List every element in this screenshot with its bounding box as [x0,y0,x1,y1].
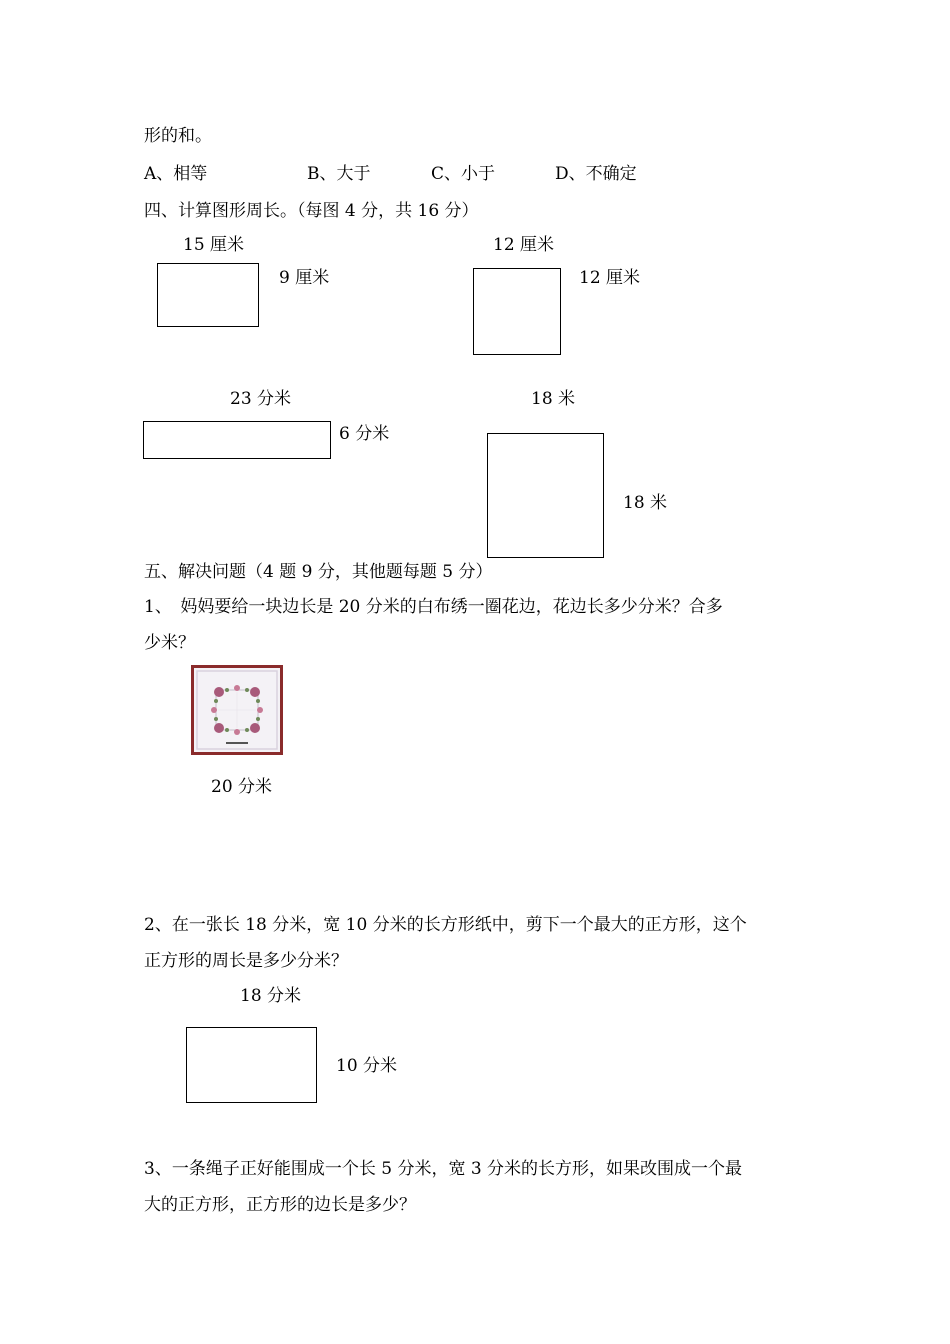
option-a: A、相等 [144,164,208,184]
handkerchief-caption: 20 分米 [211,777,273,797]
section4-heading: 四、计算图形周长。（每图 4 分，共 16 分） [144,201,479,221]
fig1-rectangle [157,263,259,327]
fig3-length-label: 23 分米 [230,389,292,409]
fig4-square [487,433,604,558]
fig1-width-label: 9 厘米 [279,268,330,288]
option-c: C、小于 [431,164,496,184]
fig4-length-label: 18 米 [531,389,576,409]
fig3-width-label: 6 分米 [339,424,390,444]
section5-heading: 五、解决问题（4 题 9 分，其他题每题 5 分） [144,562,493,582]
problem2-length-label: 18 分米 [240,986,302,1006]
option-d: D、不确定 [555,164,637,184]
problem2-line2: 正方形的周长是多少分米？ [144,951,348,971]
fig3-rectangle [143,421,331,459]
problem1-line1: 1、 妈妈要给一块边长是 20 分米的白布绣一圈花边，花边长多少分米？合多 [144,597,723,617]
fig4-width-label: 18 米 [623,493,668,513]
problem2-rectangle [186,1027,317,1103]
question-tail: 形的和。 [144,126,212,146]
handkerchief-image [191,665,283,755]
problem2-width-label: 10 分米 [336,1056,398,1076]
fig2-length-label: 12 厘米 [493,235,555,255]
fig1-length-label: 15 厘米 [183,235,245,255]
problem3-line2: 大的正方形，正方形的边长是多少？ [144,1195,416,1215]
problem1-line2: 少米？ [144,633,195,653]
problem2-line1: 2、在一张长 18 分米，宽 10 分米的长方形纸中，剪下一个最大的正方形，这个 [144,915,747,935]
fig2-width-label: 12 厘米 [579,268,641,288]
problem3-line1: 3、一条绳子正好能围成一个长 5 分米，宽 3 分米的长方形，如果改围成一个最 [144,1159,743,1179]
fig2-square [473,268,561,355]
option-b: B、大于 [307,164,371,184]
